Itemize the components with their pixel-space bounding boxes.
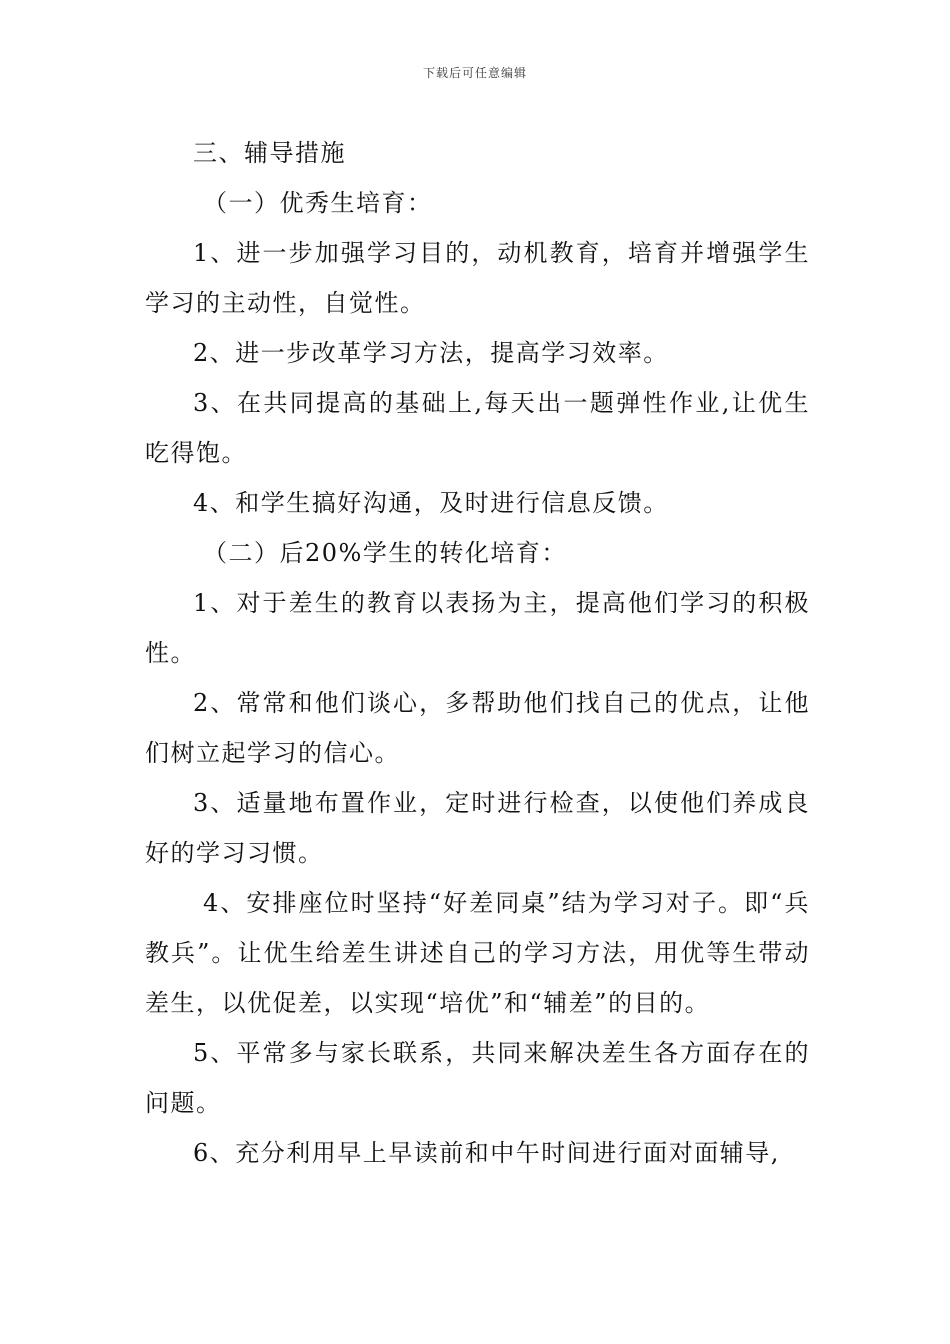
section-heading: 三、辅导措施 xyxy=(193,139,346,167)
paragraph: 4、和学生搞好沟通，及时进行信息反馈。 xyxy=(193,489,669,517)
paragraph: 3、在共同提高的基础上,每天出一题弹性作业,让优生吃得饱。 xyxy=(145,389,810,467)
paragraph: 5、平常多与家长联系，共同来解决差生各方面存在的问题。 xyxy=(145,1039,810,1117)
paragraph: 2、常常和他们谈心，多帮助他们找自己的优点，让他们树立起学习的信心。 xyxy=(145,689,810,767)
subsection-heading: （一）优秀生培育： xyxy=(203,189,433,217)
paragraph: 3、适量地布置作业，定时进行检查，以使他们养成良好的学习习惯。 xyxy=(145,789,810,867)
paragraph: 1、对于差生的教育以表扬为主，提高他们学习的积极性。 xyxy=(145,589,810,667)
page-header: 下载后可任意编辑 xyxy=(422,66,527,80)
paragraph: 4、安排座位时坚持“好差同桌”结为学习对子。即“兵教兵”。让优生给差生讲述自己的学习方法，用优等生带动差生，以优促差，以实现“培优”和“辅差”的目的。 xyxy=(145,889,810,1017)
paragraph: 6、充分利用早上早读前和中午时间进行面对面辅导, xyxy=(193,1139,780,1167)
document-body xyxy=(145,128,810,1178)
paragraph: 1、进一步加强学习目的，动机教育，培育并增强学生学习的主动性，自觉性。 xyxy=(145,239,810,317)
paragraph: 2、进一步改革学习方法，提高学习效率。 xyxy=(193,339,669,367)
subsection-heading: （二）后20%学生的转化培育： xyxy=(203,539,567,567)
